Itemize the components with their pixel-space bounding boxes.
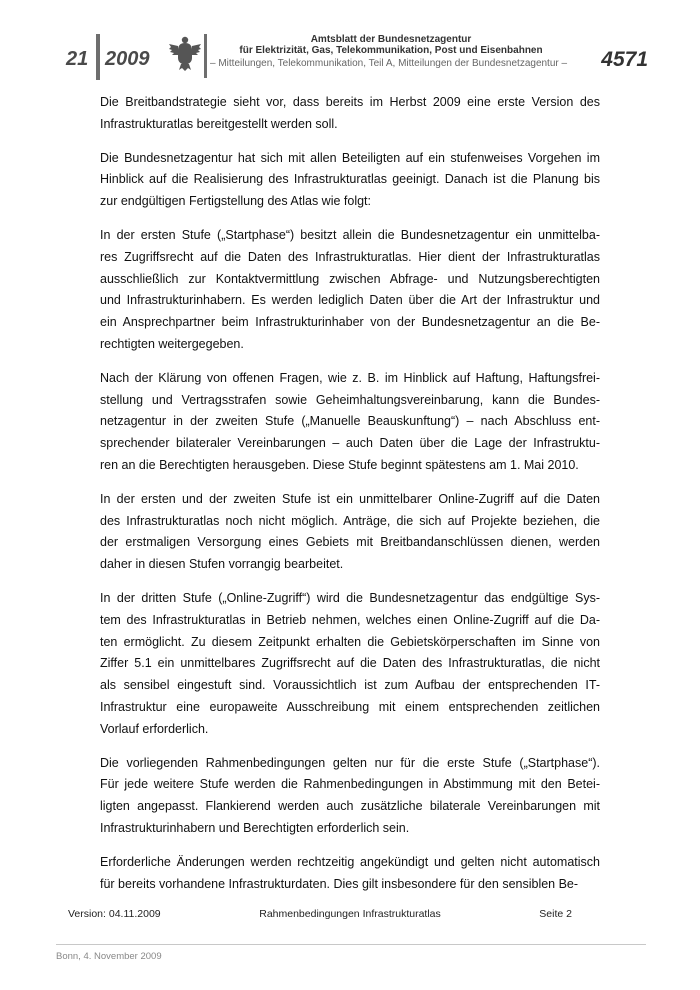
text-line: ausschließlich zur Kontaktvermittlung zwischen Abfrage- und Nutzungsberechtigten (100, 271, 600, 286)
footer-date: Bonn, 4. November 2009 (56, 951, 162, 962)
text-line: und Infrastrukturinhabern. Es werden lediglich Daten über die Art der Infrastruktur und (100, 293, 600, 308)
text-line: Infrastrukturinhabern und Berechtigten erforderlich sein. (100, 820, 410, 835)
header-divider (204, 34, 207, 78)
text-line: tem des Infrastrukturatlas in Betrieb nehmen, welches einen Online-Zugriff auf die Da- (100, 612, 600, 627)
paragraph (100, 753, 600, 840)
footer-version: Version: 04.11.2009 (68, 908, 161, 920)
text-line: Die vorliegenden Rahmenbedingungen gelten nur für die erste Stufe („Startphase“). (100, 755, 600, 770)
text-line: In der dritten Stufe („Online-Zugriff“) wird die Bundesnetzagentur das endgültige Sys- (100, 590, 600, 605)
text-line: als sensibel eingestuft sind. Voraussichtlich ist zum Aufbau der entsprechenden IT- (100, 678, 600, 693)
paragraph (100, 92, 600, 136)
paragraph (100, 148, 600, 213)
text-line: ligten angepasst. Flankierend werden auch zusätzliche bilaterale Vereinbarungen mit (100, 799, 600, 814)
text-line: ren an die Berechtigten herausgeben. Diese Stufe beginnt spätestens am 1. Mai 2010. (100, 457, 579, 472)
text-line: Hinblick auf die Realisierung des Infrastrukturatlas geeinigt. Danach ist die Planung bis (100, 172, 600, 187)
text-line: ten ermöglicht. Zu diesem Zeitpunkt erhalten die Gebietskörperschaften im Sinne von (100, 634, 600, 649)
footer-doc-title: Rahmenbedingungen Infrastrukturatlas (259, 908, 441, 920)
text-line: rechtigten weitergegeben. (100, 336, 244, 351)
text-line: res Zugriffsrecht auf die Daten des Infrastrukturatlas. Hier dient der Infrastrukturatlas (100, 249, 600, 264)
body-text (100, 92, 600, 907)
text-line: des Infrastrukturatlas noch nicht möglich. Anträge, die sich auf Projekte beziehen, die (100, 513, 600, 528)
text-line: Die Bundesnetzagentur hat sich mit allen Beteiligten auf ein stufenweises Vorgehen im (100, 150, 600, 165)
text-line: sprechender bilateraler Vereinbarungen – auch Daten über die Lage der Infrastruktu- (100, 436, 600, 451)
issue-divider (96, 34, 100, 80)
text-line: ein Ansprechpartner beim Infrastrukturinhaber von der Bundesnetzagentur an die Be- (100, 315, 600, 330)
text-line: Infrastruktur eine europaweite Ausschreibung mit einem entsprechenden zeitlichen (100, 699, 600, 714)
text-line: für bereits vorhandene Infrastrukturdaten. Dies gilt insbesondere für den sensiblen Be- (100, 876, 579, 891)
text-line: Nach der Klärung von offenen Fragen, wie z. B. im Hinblick auf Haftung, Haftungsfrei- (100, 370, 600, 385)
text-line: netzagentur in der zweiten Stufe („Manuelle Beauskunftung“) – nach Abschluss ent- (100, 414, 600, 429)
page-number: 4571 (601, 48, 648, 71)
text-line: Für jede weitere Stufe werden die Rahmenbedingungen in Abstimmung mit den Betei- (100, 777, 600, 792)
text-line: zur endgültigen Fertigstellung des Atlas wie folgt: (100, 194, 371, 209)
paragraph (100, 852, 600, 896)
text-line: der erstmaligen Versorgung eines Gebiets mit Breitbandanschlüssen dienen, werden (100, 535, 600, 550)
text-line: daher in diesen Stufen vorrangig bearbeitet. (100, 557, 344, 572)
paragraph (100, 368, 600, 477)
issue-number: 21 (66, 48, 89, 70)
text-line: Erforderliche Änderungen werden rechtzeitig angekündigt und gelten nicht automatisch (100, 854, 600, 869)
paragraph (100, 489, 600, 576)
footer-rule (56, 944, 646, 945)
text-line: In der ersten Stufe („Startphase“) besitzt allein die Bundesnetzagentur ein unmittelba- (100, 227, 600, 242)
issue-year: 2009 (105, 48, 150, 70)
text-line: stellung und Vertragsstrafen sowie Geheimhaltungsvereinbarung, kann die Bundes- (100, 392, 600, 407)
text-line: Ziffer 5.1 ein unmittelbares Zugriffsrecht auf die Daten des Infrastrukturatlas, die nicht (100, 656, 600, 671)
federal-eagle-icon (168, 34, 202, 72)
paragraph (100, 225, 600, 356)
gazette-title: Amtsblatt der Bundesnetzagentur (310, 34, 472, 45)
text-line: Die Breitbandstrategie sieht vor, dass bereits im Herbst 2009 eine erste Version des (100, 95, 600, 109)
text-line: Infrastrukturatlas bereitgestellt werden soll. (100, 116, 338, 131)
section-label: – Mitteilungen, Telekommunikation, Teil A, Mitteilungen der Bundesnetzagentur – (210, 58, 568, 69)
text-line: Vorlauf erforderlich. (100, 721, 209, 736)
text-line: In der ersten und der zweiten Stufe ist ein unmittelbarer Online-Zugriff auf die Daten (100, 491, 600, 506)
gazette-subtitle: für Elektrizität, Gas, Telekommunikation, Post und Eisenbahnen (239, 45, 543, 56)
footer-page: Seite 2 (539, 908, 572, 920)
paragraph (100, 588, 600, 741)
